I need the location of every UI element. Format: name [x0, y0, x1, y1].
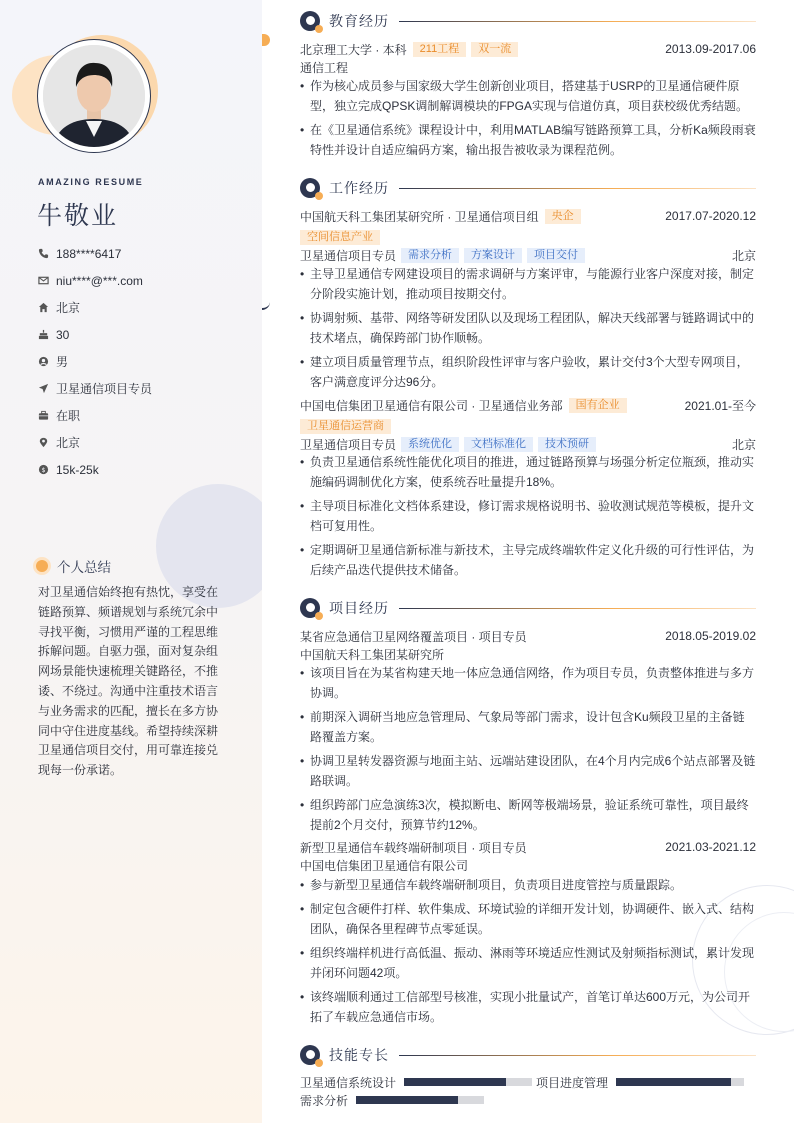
section-divider [399, 1055, 756, 1056]
info-phone [38, 240, 152, 267]
education-period: 2013.09-2017.06 [665, 42, 756, 56]
sidebar [0, 0, 262, 1123]
job-bullets [300, 264, 756, 396]
list-item: • 组织跨部门应急演练3次，模拟断电、断网等极端场景，验证系统可靠性，项目最终提前2个月交付，预算节约12%。 [300, 795, 756, 835]
skill-tag: 系统优化 [401, 437, 459, 452]
company-name: 中国航天科工集团某研究所 · 卫星通信项目组 [300, 209, 539, 224]
info-salary [38, 456, 152, 483]
skill-item [300, 1092, 484, 1108]
project-org: 中国电信集团卫星通信有限公司 [300, 858, 469, 873]
project-name: 某省应急通信卫星网络覆盖项目 · 项目专员 [300, 629, 527, 644]
project-org-row [300, 645, 756, 663]
major-row [300, 58, 756, 76]
decorative-tab [262, 34, 270, 46]
section-projects-heading [300, 597, 756, 619]
list-item: • 在《卫星通信系统》课程设计中，利用MATLAB编写链路预算工具，分析Ka频段雨衰特性并设计自适应编码方案，输出报告被收录为课程范例。 [300, 120, 756, 160]
section-icon [300, 178, 321, 199]
list-item: • 该项目旨在为某省构建天地一体应急通信网络，作为项目专员，负责整体推进与多方协调。 [300, 663, 756, 703]
tag-badge: 双一流 [471, 42, 518, 57]
svg-text:$: $ [41, 465, 46, 474]
section-divider [399, 188, 756, 189]
skill-bar-fill [356, 1096, 458, 1104]
briefcase-icon [38, 410, 49, 421]
info-home [38, 294, 152, 321]
section-icon [300, 11, 321, 32]
skill-name: 卫星通信系统设计 [300, 1075, 397, 1090]
school-name: 北京理工大学 · 本科 [300, 42, 407, 57]
project-header [300, 627, 756, 645]
info-text: 在职 [56, 409, 81, 423]
info-location [38, 429, 152, 456]
project-period: 2021.03-2021.12 [665, 840, 756, 854]
skill-bar-fill [616, 1078, 731, 1086]
skill-tag: 项目交付 [527, 248, 585, 263]
job-period: 2021.01-至今 [684, 398, 756, 413]
list-item: • 协调卫星转发器资源与地面主站、远端站建设团队，在4个月内完成6个站点部署及链路联调。 [300, 751, 756, 791]
info-text: niu****@***.com [56, 273, 143, 288]
job-city: 北京 [731, 437, 756, 452]
list-item: • 参与新型卫星通信车载终端研制项目，负责项目进度管控与质量跟踪。 [300, 875, 756, 895]
dot-icon [36, 560, 48, 572]
info-status [38, 402, 152, 429]
info-text: 卫星通信项目专员 [56, 382, 153, 396]
job-industry-row [300, 228, 756, 246]
project-org-row [300, 856, 756, 874]
project-bullets [300, 663, 756, 839]
job-role-row [300, 435, 756, 453]
job-role: 卫星通信项目专员 [300, 437, 397, 452]
project-period: 2018.05-2019.02 [665, 629, 756, 643]
skill-tag: 方案设计 [464, 248, 522, 263]
section-work-heading [300, 177, 756, 199]
info-text: 男 [56, 355, 69, 369]
info-text: 北京 [56, 436, 81, 450]
info-position [38, 375, 152, 402]
tag-badge: 国有企业 [569, 398, 627, 413]
job-role-row [300, 246, 756, 264]
education-row [300, 40, 756, 58]
section-icon [300, 598, 321, 619]
skill-item [536, 1074, 744, 1090]
list-item: • 组织终端样机进行高低温、振动、淋雨等环境适应性测试及射频指标测试，累计发现并闭环问题42项。 [300, 943, 756, 983]
profile-photo [43, 45, 145, 147]
list-item: • 制定包含硬件打样、软件集成、环境试验的详细开发计划，协调硬件、嵌入式、结构团队，确保各里程碑节点零延误。 [300, 899, 756, 939]
job-bullets [300, 452, 756, 584]
education-bullets [300, 76, 756, 164]
list-item: • 该终端顺利通过工信部型号核准，实现小批量试产，首笔订单达600万元，为公司开拓了车载应急通信市场。 [300, 987, 756, 1027]
section-education-heading [300, 10, 756, 32]
skill-item [300, 1074, 532, 1090]
section-skills-heading [300, 1044, 756, 1066]
tag-badge: 央企 [545, 209, 581, 224]
section-icon [300, 1045, 321, 1066]
home-icon [38, 302, 49, 313]
section-title: 工作经历 [329, 180, 389, 196]
decorative-notch [262, 298, 270, 310]
job-period: 2017.07-2020.12 [665, 209, 756, 223]
tag-badge: 卫星通信运营商 [300, 419, 391, 434]
cake-icon [38, 329, 49, 340]
tag-badge: 211工程 [413, 42, 467, 57]
avatar-frame [37, 39, 151, 153]
summary-title: 个人总结 [57, 560, 111, 575]
info-text: 188****6417 [56, 246, 122, 261]
info-email [38, 267, 152, 294]
list-item: • 作为核心成员参与国家级大学生创新创业项目，搭建基于USRP的卫星通信硬件原型，独立完成QPSK调制解调模块的FPGA实现与信道仿真，项目获校级优秀结题。 [300, 76, 756, 116]
salary-icon [38, 464, 49, 475]
list-item: • 建立项目质量管理节点，组织阶段性评审与客户验收，累计交付3个大型专网项目，客户满意度评分达96分。 [300, 352, 756, 392]
job-header [300, 207, 756, 225]
resume-tagline: AMAZING RESUME [38, 177, 144, 187]
skill-tag: 需求分析 [401, 248, 459, 263]
skill-bar-fill [404, 1078, 506, 1086]
list-item: • 定期调研卫星通信新标准与新技术，主导完成终端软件定义化升级的可行性评估，为后续产品迭代提供技术储备。 [300, 540, 756, 580]
skill-name: 项目进度管理 [536, 1075, 609, 1090]
info-gender [38, 348, 152, 375]
info-age [38, 321, 152, 348]
list-item: • 协调射频、基带、网络等研发团队以及现场工程团队，解决天线部署与链路调试中的技术堵点，确保跨部门协作顺畅。 [300, 308, 756, 348]
gender-icon [38, 356, 49, 367]
job-industry-row [300, 417, 756, 435]
project-header [300, 838, 756, 856]
info-text: 15k-25k [56, 462, 99, 477]
phone-icon [38, 248, 49, 259]
skill-bar [404, 1078, 532, 1086]
list-item: • 负责卫星通信系统性能优化项目的推进，通过链路预算与场强分析定位瓶颈，推动实施编码调制优化方案，使系统吞吐量提升18%。 [300, 452, 756, 492]
candidate-name: 牛敬业 [37, 202, 119, 230]
list-item: • 前期深入调研当地应急管理局、气象局等部门需求，设计包含Ku频段卫星的主备链路覆盖方案。 [300, 707, 756, 747]
skill-name: 需求分析 [300, 1093, 349, 1108]
major: 通信工程 [300, 60, 349, 75]
skill-bar [356, 1096, 484, 1104]
skill-bar [616, 1078, 744, 1086]
summary-heading [36, 556, 111, 576]
info-text: 北京 [56, 301, 81, 315]
section-title: 项目经历 [329, 600, 389, 616]
send-icon [38, 383, 49, 394]
section-divider [399, 608, 756, 609]
job-header [300, 396, 756, 414]
info-text: 30 [56, 327, 70, 342]
avatar [43, 45, 145, 147]
section-title: 技能专长 [329, 1047, 389, 1063]
company-name: 中国电信集团卫星通信有限公司 · 卫星通信业务部 [300, 398, 563, 413]
section-title: 教育经历 [329, 13, 389, 29]
job-role: 卫星通信项目专员 [300, 248, 397, 263]
list-item: • 主导项目标准化文档体系建设，修订需求规格说明书、验收测试规范等模板，提升文档可复用性。 [300, 496, 756, 536]
skill-tag: 技术预研 [538, 437, 596, 452]
skill-tag: 文档标准化 [464, 437, 533, 452]
project-org: 中国航天科工集团某研究所 [300, 647, 445, 662]
email-icon [38, 275, 49, 286]
job-city: 北京 [731, 248, 756, 263]
tag-badge: 空间信息产业 [300, 230, 380, 245]
list-item: • 主导卫星通信专网建设项目的需求调研与方案评审，与能源行业客户深度对接，制定分阶段实施计划，推动项目按期交付。 [300, 264, 756, 304]
location-icon [38, 437, 49, 448]
contact-info-list [38, 240, 152, 483]
project-bullets [300, 875, 756, 1031]
section-divider [399, 21, 756, 22]
project-name: 新型卫星通信车载终端研制项目 · 项目专员 [300, 840, 527, 855]
summary-text: 对卫星通信始终抱有热忱，享受在链路预算、频谱规划与系统冗余中寻找平衡，习惯用严谨的工程思维拆解问题。自驱力强，面对复杂组网场景能快速梳理关键路径，不推诿、不绕过。沟通中注重技术语言与业务需求的匹配，擅长在多方协同中守住进度基线。希望持续深耕卫星通信项目交付，用可靠连接兑现每一份承诺。 [38, 585, 219, 778]
